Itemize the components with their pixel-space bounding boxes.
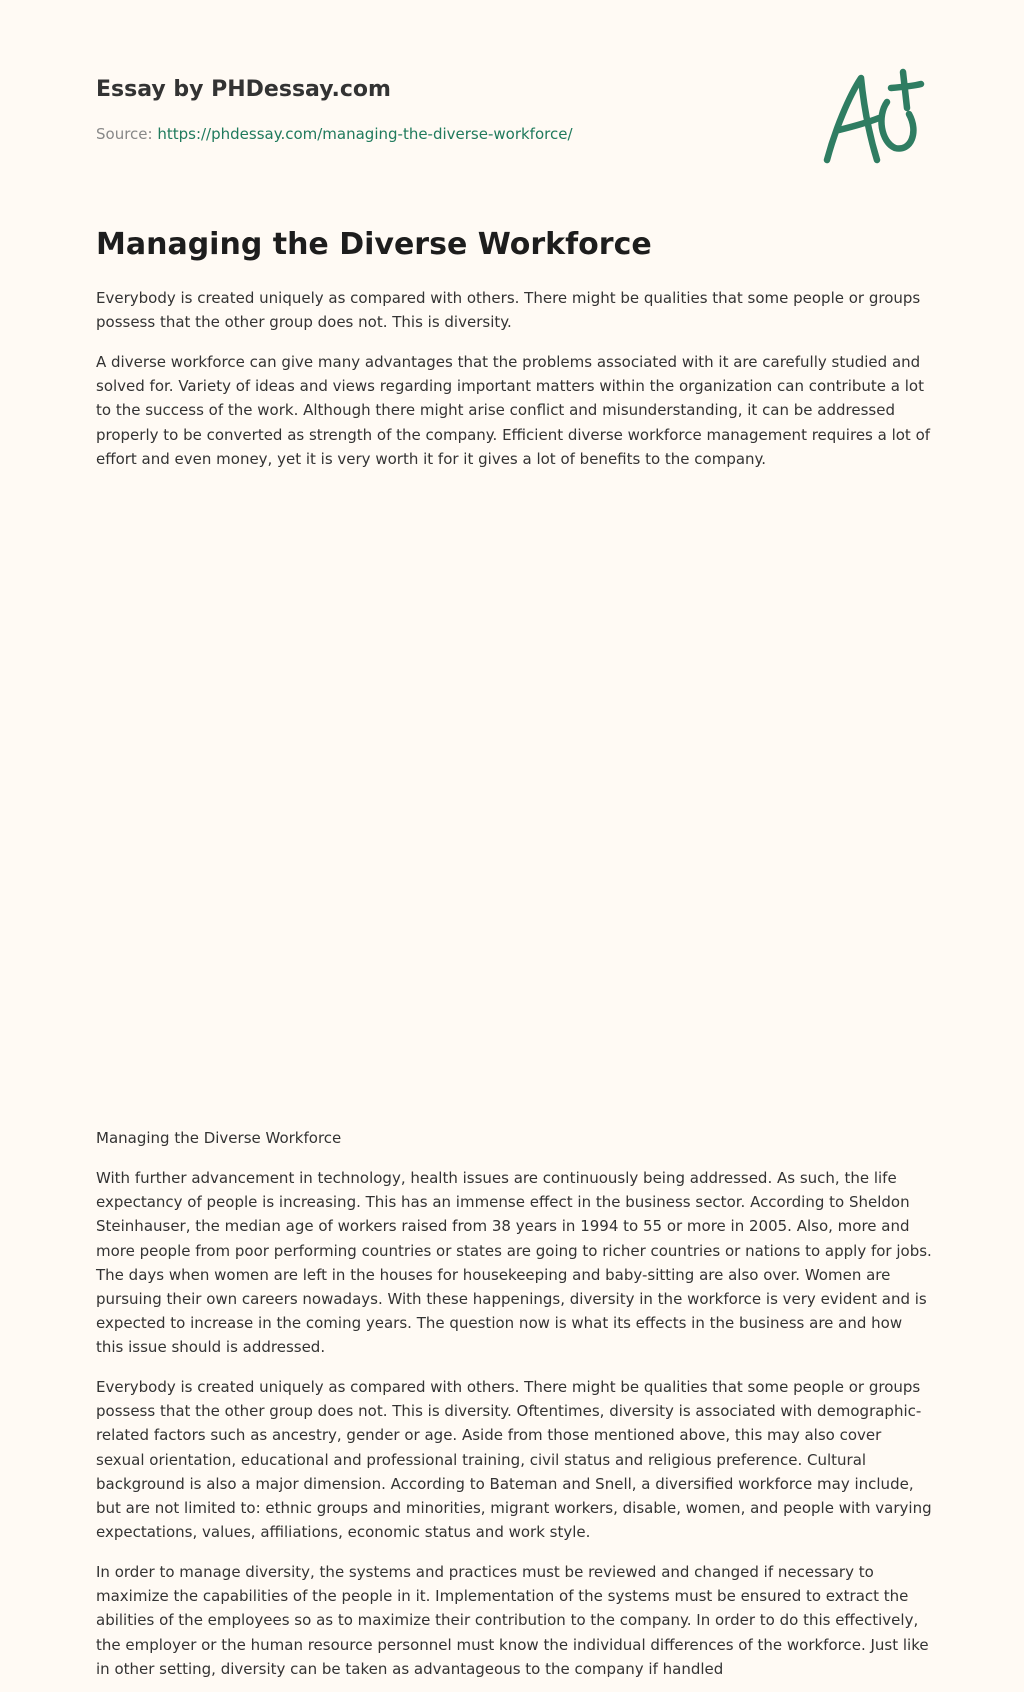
a-plus-logo-icon bbox=[819, 68, 925, 168]
essay-title: Managing the Diverse Workforce bbox=[96, 227, 652, 262]
intro-paragraph: A diverse workforce can give many advantages that the problems associated with it are carefully studied and solved for. Variety of ideas and views regarding important matters within the organization can contribute a lot to the success of the work. Although there might arise conflict and misunderstanding, it can be addressed properly to be converted as strength of the company. Efficient diverse workforce management requires a lot of effort and even money, yet it is very worth it for it gives a lot of benefits to the company. bbox=[96, 353, 931, 468]
body-paragraph: Everybody is created uniquely as compared with others. There might be qualities that some people or groups possess that the other group does not. This is diversity. Oftentimes, diversity is associated with demographic-related factors such as ancestry, gender or age. Aside from those mentioned above, this may also cover sexual orientation, educational and professional training, civil status and religious preference. Cultural background is also a major dimension. According to Bateman and Snell, a diversified workforce may include, but are not limited to: ethnic groups and minorities, migrant workers, disable, women, and people with varying expectations, values, affiliations, economic status and work style. bbox=[96, 1378, 932, 1542]
source-link[interactable]: https://phdessay.com/managing-the-diverse-workforce/ bbox=[157, 125, 573, 143]
intro-paragraph: Everybody is created uniquely as compared with others. There might be qualities that some people or groups possess that the other group does not. This is diversity. bbox=[96, 289, 921, 332]
section-label: Managing the Diverse Workforce bbox=[96, 1129, 342, 1147]
source-line bbox=[96, 124, 573, 144]
body-paragraph: With further advancement in technology, health issues are continuously being addressed. As such, the life expectancy of people is increasing. This has an immense effect in the business sector. According to Sheldon Steinhauser, the median age of workers raised from 38 years in 1994 to 55 or more in 2005. Also, more and more people from poor performing countries or states are going to richer countries or nations to apply for jobs. The days when women are left in the houses for housekeeping and baby-sitting are also over. Women are pursuing their own careers nowadays. With these happenings, diversity in the workforce is very evident and is expected to increase in the coming years. The question now is what its effects in the business are and how this issue should is addressed. bbox=[96, 1169, 932, 1357]
body-paragraph: In order to manage diversity, the systems and practices must be reviewed and changed if necessary to maximize the capabilities of the people in it. Implementation of the systems must be ensured to extract the abilities of the employees so as to maximize their contribution to the company. In order to do this effectively, the employer or the human resource personnel must know the individual differences of the workforce. Just like in other setting, diversity can be taken as advantageous to the company if handled bbox=[96, 1563, 929, 1678]
essay-page bbox=[96, 0, 932, 1692]
site-title: Essay by PHDessay.com bbox=[96, 77, 391, 102]
source-label: Source: bbox=[96, 125, 158, 143]
